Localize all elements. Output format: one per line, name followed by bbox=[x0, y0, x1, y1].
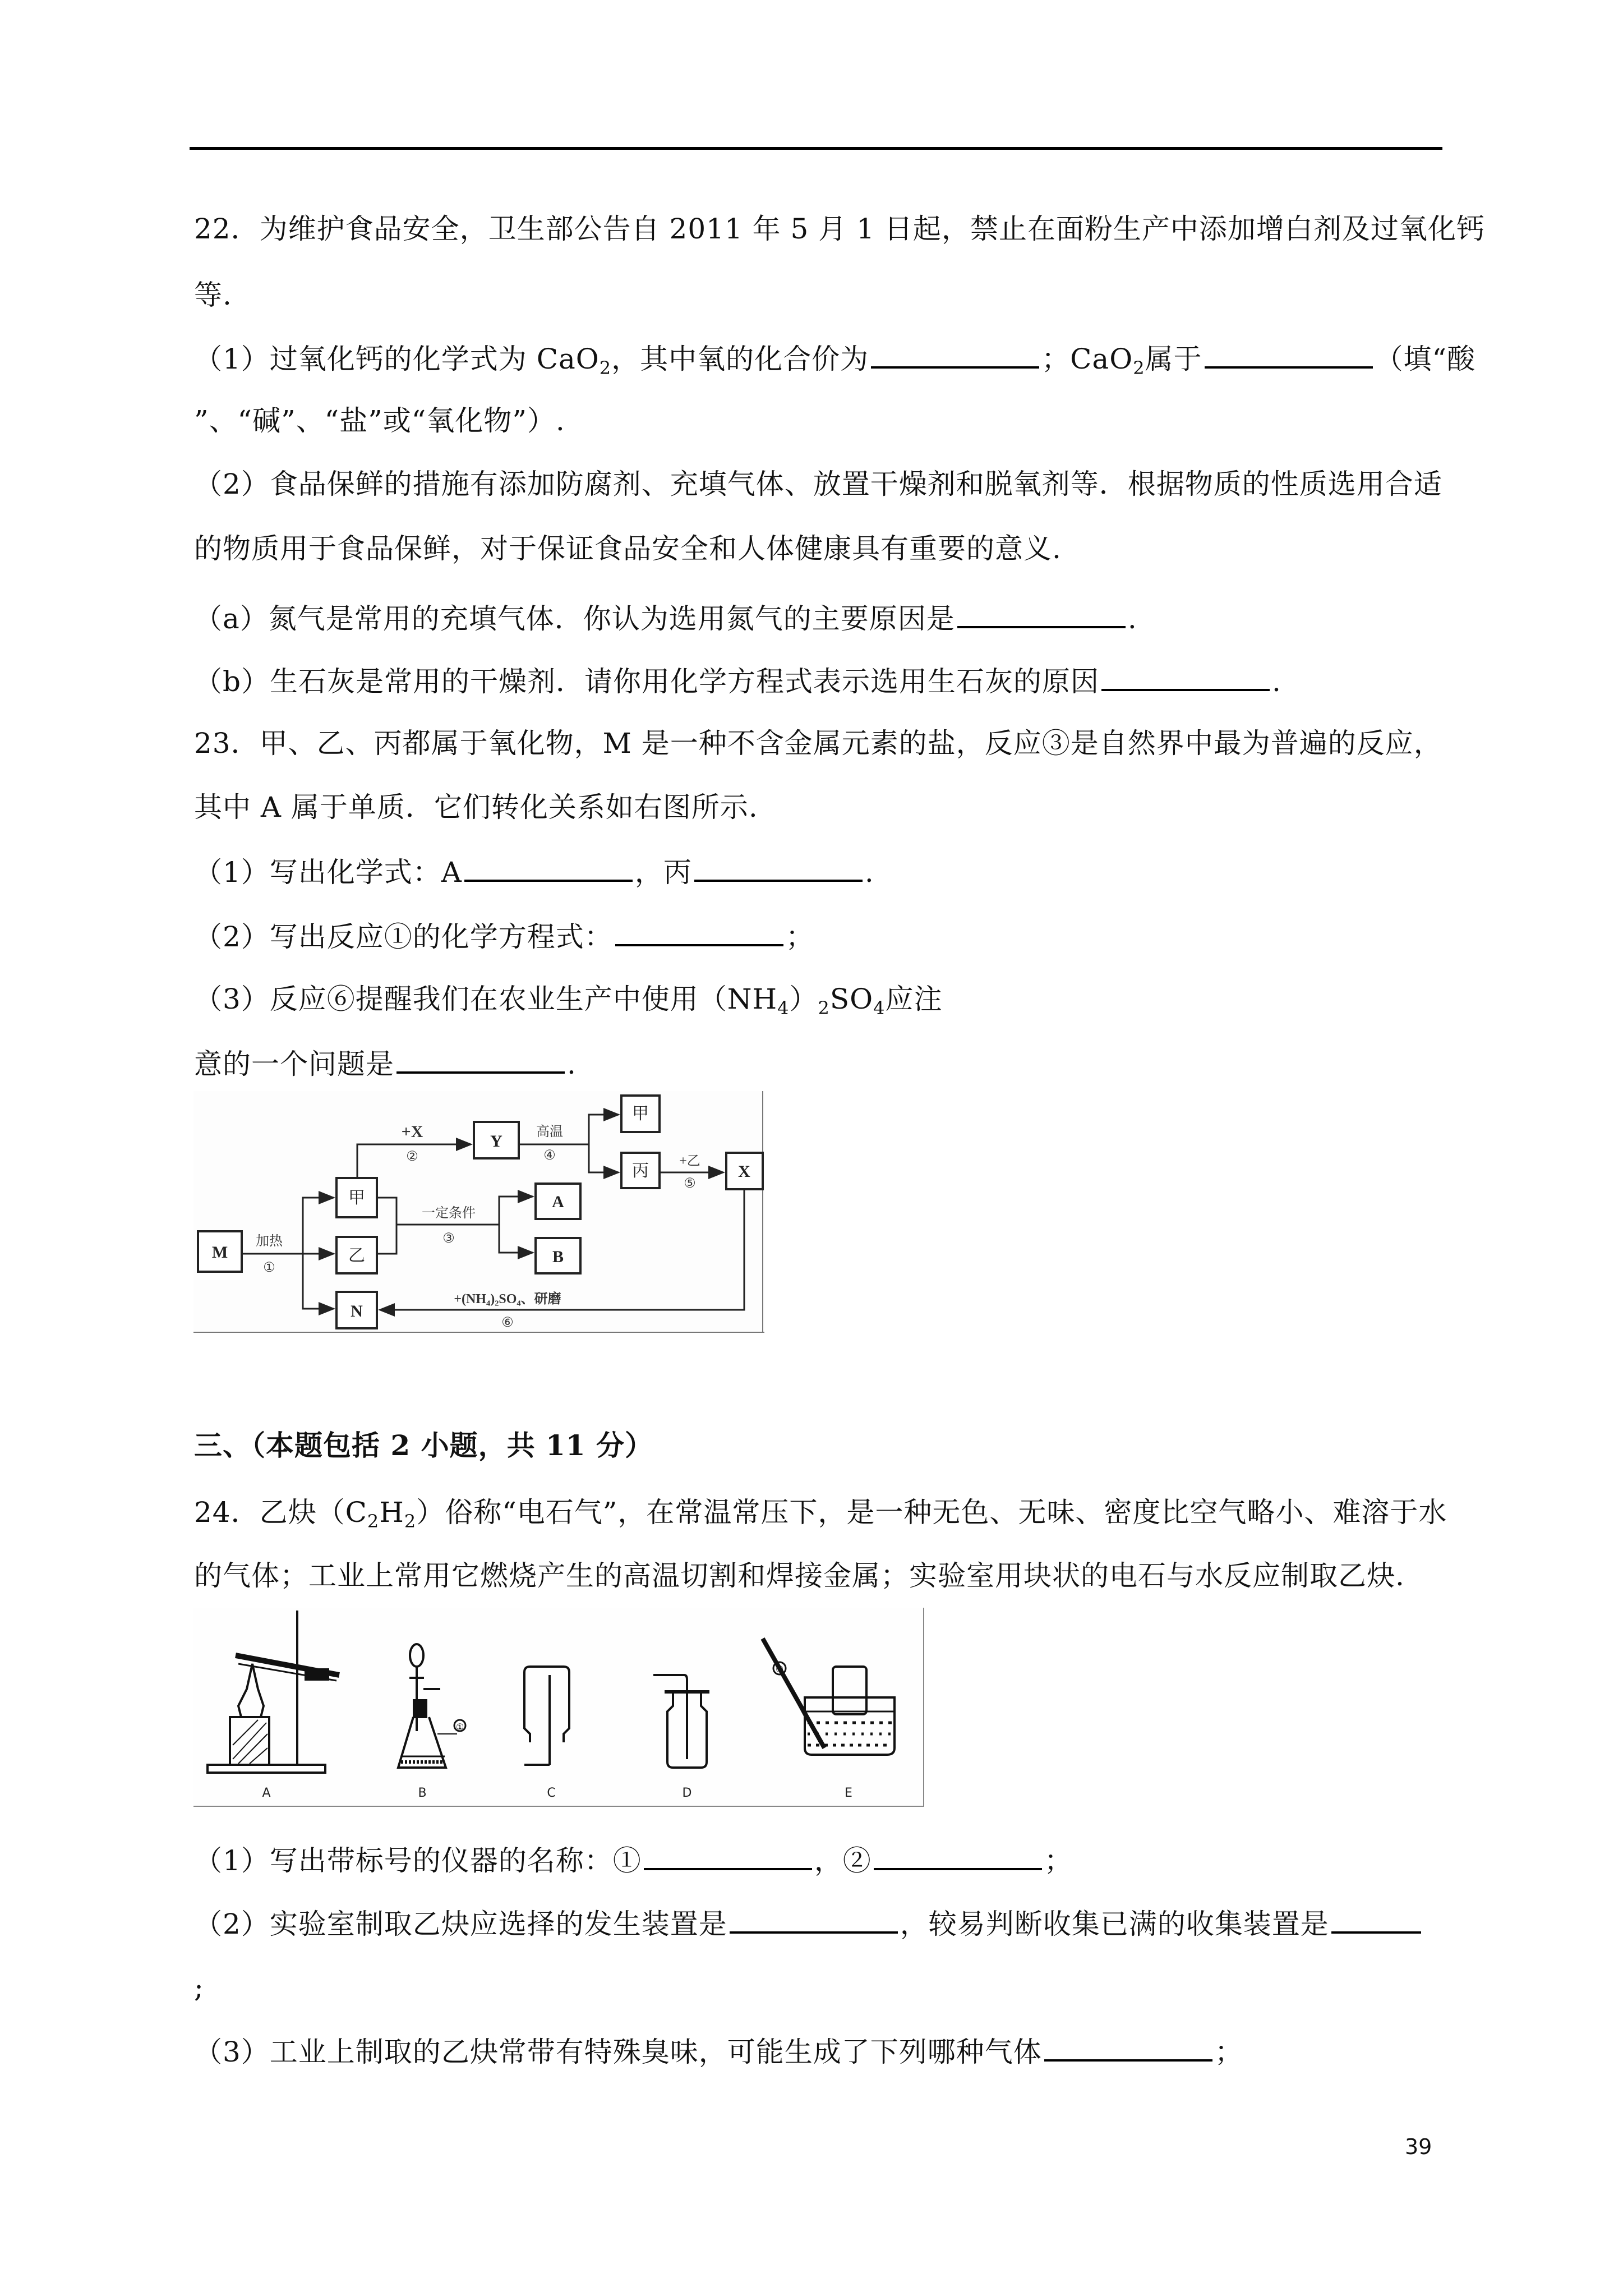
q23-p3-text: ） bbox=[789, 983, 818, 1015]
apparatus-mark-1: ① bbox=[455, 1722, 464, 1732]
q22-p2-text: 的物质用于食品保鲜，对于保证食品安全和人体健康具有重要的意义. bbox=[194, 532, 1062, 565]
q22-stem-line2 bbox=[194, 278, 232, 312]
q22-stem-text: 22．为维护食品安全，卫生部公告自 2011 年 5 月 1 日起，禁止在面粉生产中添加增白剂及过氧化钙 bbox=[194, 213, 1485, 245]
punctuation: ； bbox=[785, 921, 814, 953]
q23-p3-text: 意的一个问题是 bbox=[194, 1048, 394, 1080]
q24-p1-text: ，② bbox=[814, 1844, 872, 1877]
punctuation: ； bbox=[1044, 1844, 1073, 1877]
q24-p1-text: （1）写出带标号的仪器的名称：① bbox=[194, 1844, 642, 1877]
q23-p1-text: （1）写出化学式：A bbox=[194, 856, 462, 889]
answer-blank-collector[interactable] bbox=[1331, 1906, 1421, 1934]
answer-blank-quicklime-equation[interactable] bbox=[1101, 663, 1270, 691]
q22-p1-text: （1）过氧化钙的化学式为 CaO bbox=[194, 343, 600, 375]
edge-label: ③ bbox=[442, 1231, 455, 1246]
subscript: 2 bbox=[1133, 357, 1145, 379]
subscript: 4 bbox=[873, 997, 886, 1019]
subscript: 2 bbox=[367, 1511, 380, 1532]
q24-stem-text: 24．乙炔（C bbox=[194, 1496, 367, 1529]
subscript: 4 bbox=[777, 997, 790, 1019]
node-label: A bbox=[552, 1193, 564, 1211]
q23-p2-text: （2）写出反应①的化学方程式： bbox=[194, 921, 613, 953]
edge-label: +乙 bbox=[679, 1154, 700, 1168]
q22-p2-text: （2）食品保鲜的措施有添加防腐剂、充填气体、放置干燥剂和脱氧剂等．根据物质的性质选用合适 bbox=[194, 468, 1442, 500]
answer-blank-nitrogen-reason[interactable] bbox=[957, 600, 1126, 628]
q23-p3-text: （3）反应⑥提醒我们在农业生产中使用（NH bbox=[194, 983, 778, 1015]
answer-blank-category[interactable] bbox=[1205, 341, 1373, 369]
header-rule bbox=[190, 147, 1442, 150]
q24-stem-text: 的气体；工业上常用它燃烧产生的高温切割和焊接金属；实验室用块状的电石与水反应制取乙炔. bbox=[194, 1559, 1405, 1592]
q24-stem-line2 bbox=[194, 1559, 1405, 1593]
q24-part1 bbox=[194, 1842, 1073, 1878]
punctuation: . bbox=[1272, 665, 1281, 698]
q22-p1-text: （填“酸 bbox=[1375, 343, 1476, 375]
reaction-flow-diagram bbox=[193, 1091, 766, 1338]
q24-part2-cont bbox=[194, 1971, 204, 2004]
apparatus-label: D bbox=[682, 1786, 692, 1800]
node-label: 乙 bbox=[348, 1246, 365, 1265]
node-label: B bbox=[552, 1248, 564, 1266]
answer-blank-odor-gas[interactable] bbox=[1044, 2033, 1212, 2062]
q24-part3 bbox=[194, 2033, 1243, 2069]
node-label: 丙 bbox=[632, 1162, 649, 1180]
punctuation: ； bbox=[1214, 2036, 1243, 2068]
q24-stem-text: ）俗称“电石气”，在常温常压下，是一种无色、无味、密度比空气略小、难溶于水 bbox=[416, 1496, 1447, 1529]
q23-p1-text: ，丙 bbox=[634, 856, 692, 889]
q24-p3-text: （3）工业上制取的乙炔常带有特殊臭味，可能生成了下列哪种气体 bbox=[194, 2036, 1042, 2068]
punctuation: ; bbox=[194, 1971, 204, 2004]
edge-label: +(NH₄)₂SO₄、研磨 bbox=[454, 1292, 561, 1306]
punctuation: . bbox=[864, 856, 874, 889]
subscript: 2 bbox=[599, 357, 612, 379]
q23-part3 bbox=[194, 982, 943, 1019]
q22-p1-text: 属于 bbox=[1145, 343, 1202, 375]
answer-blank-generator[interactable] bbox=[730, 1906, 898, 1934]
answer-blank-instrument-1[interactable] bbox=[644, 1842, 812, 1870]
q22-part2-line1 bbox=[194, 467, 1442, 501]
apparatus-label: C bbox=[547, 1786, 556, 1800]
answer-blank-fertilizer-issue[interactable] bbox=[396, 1046, 565, 1074]
punctuation: . bbox=[1127, 602, 1137, 635]
q22-pb-text: （b）生石灰是常用的干燥剂．请你用化学方程式表示选用生石灰的原因 bbox=[194, 665, 1100, 698]
q23-part1 bbox=[194, 854, 874, 889]
q23-p3-text: SO bbox=[829, 983, 874, 1015]
answer-blank-instrument-2[interactable] bbox=[874, 1842, 1042, 1870]
section-heading bbox=[194, 1429, 653, 1462]
q24-stem-line1 bbox=[194, 1496, 1447, 1532]
lab-apparatus-figure bbox=[193, 1608, 925, 1811]
edge-label: ② bbox=[406, 1149, 418, 1164]
node-label: N bbox=[351, 1302, 363, 1320]
q24-part2 bbox=[194, 1906, 1423, 1941]
apparatus-label: B bbox=[418, 1786, 427, 1800]
q23-part3-cont bbox=[194, 1046, 577, 1081]
q22-part1-cont bbox=[194, 404, 565, 438]
edge-label: ⑤ bbox=[684, 1176, 696, 1191]
subscript: 2 bbox=[818, 997, 830, 1019]
q23-p3-text: 应注 bbox=[885, 983, 943, 1015]
page-number: 39 bbox=[1405, 2134, 1432, 2159]
q23-stem-text: 其中 A 属于单质．它们转化关系如右图所示. bbox=[194, 791, 758, 823]
apparatus-mark-2: ② bbox=[775, 1664, 784, 1674]
q22-part-b bbox=[194, 663, 1281, 698]
q22-part-a bbox=[194, 600, 1137, 636]
punctuation: . bbox=[567, 1048, 577, 1080]
q24-p2-text: ，较易判断收集已满的收集装置是 bbox=[900, 1908, 1329, 1940]
answer-blank-bing-formula[interactable] bbox=[694, 854, 863, 882]
q22-pa-text: （a）氮气是常用的充填气体．你认为选用氮气的主要原因是 bbox=[194, 602, 955, 635]
q23-part2 bbox=[194, 918, 814, 954]
subscript: 2 bbox=[404, 1511, 417, 1532]
q22-p1-options: ”、“碱”、“盐”或“氧化物”）. bbox=[194, 404, 565, 437]
q24-stem-text: H bbox=[379, 1496, 404, 1529]
apparatus-label: E bbox=[845, 1786, 852, 1800]
node-label: 甲 bbox=[632, 1105, 649, 1123]
q22-p1-text: ，其中氧的化合价为 bbox=[611, 343, 869, 375]
answer-blank-valence[interactable] bbox=[871, 341, 1039, 369]
q22-part2-line2 bbox=[194, 532, 1062, 565]
section-heading-text: 三、（本题包括 2 小题，共 11 分） bbox=[194, 1429, 653, 1462]
q23-stem-line2 bbox=[194, 790, 758, 824]
node-label: Y bbox=[490, 1132, 502, 1151]
q23-stem-line1 bbox=[194, 726, 1442, 760]
q22-stem-line1 bbox=[194, 212, 1485, 246]
edge-label: ① bbox=[263, 1260, 275, 1275]
node-label: M bbox=[211, 1243, 228, 1262]
edge-label: ⑥ bbox=[501, 1315, 514, 1330]
edge-label: 高温 bbox=[536, 1125, 563, 1139]
node-label: 甲 bbox=[348, 1189, 365, 1207]
edge-label: +X bbox=[401, 1122, 423, 1141]
edge-label: ④ bbox=[543, 1148, 556, 1163]
q22-stem-text-cont: 等. bbox=[194, 279, 232, 311]
answer-blank-A-formula[interactable] bbox=[464, 854, 633, 882]
q24-p2-text: （2）实验室制取乙炔应选择的发生装置是 bbox=[194, 1908, 727, 1940]
apparatus-label: A bbox=[262, 1786, 271, 1800]
q22-p1-text: ；CaO bbox=[1041, 343, 1133, 375]
answer-blank-reaction1-equation[interactable] bbox=[615, 918, 783, 946]
node-label: X bbox=[738, 1162, 750, 1181]
edge-label: 加热 bbox=[256, 1234, 283, 1249]
edge-label: 一定条件 bbox=[422, 1206, 476, 1221]
q23-stem-text: 23．甲、乙、丙都属于氧化物，M 是一种不含金属元素的盐，反应③是自然界中最为普遍的反应， bbox=[194, 727, 1442, 760]
q22-part1 bbox=[194, 341, 1476, 379]
